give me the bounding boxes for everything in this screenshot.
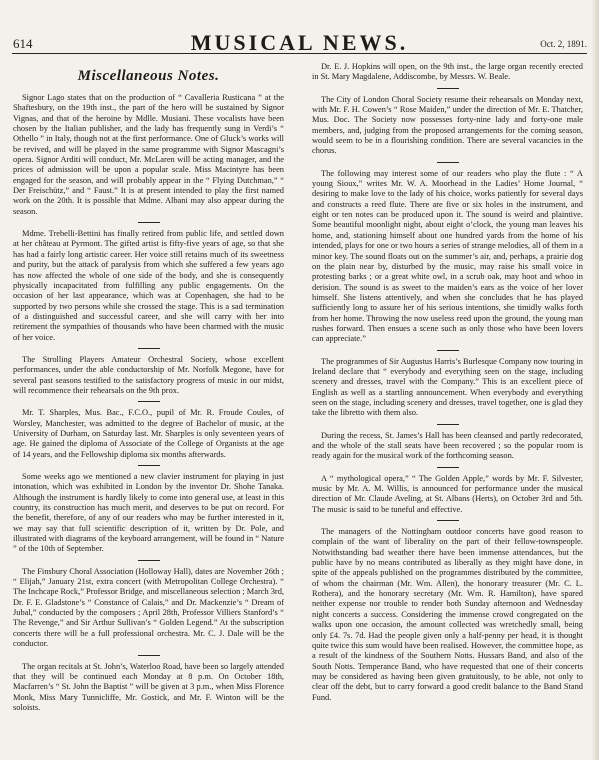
paragraph: Mdme. Trebelli-Bettini has finally retired from public life, and settled down at her château at Pyrmont. The gifted artist is fifty-five years of age, so that she has had a fairly long artistic career. Her voice still retains much of its sweetness and purity, but the attack of paralysis from which she suffered a few years ago has now affected the whole of one side of the body, and she is consequently physically incapacitated from fulfilling any public engagements. On the occasion of her last appearance, which was at Copenhagen, she had to be supported by two persons while she crossed the stage. This is a sad termination of a distinguished and successful career, and she will carry with her into retirement the sympathies of thousands who have been charmed with the music of her voice. bbox=[13, 229, 284, 342]
section-title: Miscellaneous Notes. bbox=[77, 68, 220, 84]
separator-rule bbox=[437, 162, 459, 163]
paragraph: Dr. E. J. Hopkins will open, on the 9th inst., the large organ recently erected in St. Mary Magdalene, Addiscombe, by Messrs. W. Beale. bbox=[312, 62, 583, 82]
paragraph: A “ mythological opera,” “ The Golden Apple,” words by Mr. F. Silvester, music by Mr. A. M. Willis, is announced for performance under the musical direction of Mr. Claude Aveling, at St. Albans (Herts), on October 3rd and 5th. The music is said to be tuneful and effective. bbox=[312, 473, 583, 514]
right-column bbox=[312, 62, 583, 703]
header-rule bbox=[12, 53, 587, 54]
issue-date: Oct. 2, 1891. bbox=[540, 39, 587, 49]
paragraph: During the recess, St. James’s Hall has been cleansed and partly redecorated, and the whole of the stall seats have been recovered ; so the popular room is ready again for the musical work of the forthcoming season. bbox=[312, 430, 583, 461]
paragraph: The Finsbury Choral Association (Holloway Hall), dates are November 26th ; “ Elijah,” January 21st, extra concert (with Metropolitan College Orchestra). “ The Inchcape Rock,” Professor Bridge, and miscellaneous selection ; March 3rd, Dr. F. E. Gladstone’s “ Constance of Calais,” and Dr. Mackenzie’s “ Dream of Jubal,” conducted by the composers ; April 28th, Professor Villiers Stanford’s “ The Revenge,” and Sir Arthur Sullivan’s “ Golden Legend.” At the subscription concerts there will be a full professional orchestra. Mr. C. J. Dale will be the conductor. bbox=[13, 566, 284, 649]
separator-rule bbox=[437, 467, 459, 468]
page-edge-shadow bbox=[591, 0, 599, 760]
paragraph: Some weeks ago we mentioned a new clavier instrument for playing in just intonation, which was exhibited in London by the inventor Dr. Shohe Tanaka. Although the instrument is hardly likely to come into general use, at least in this country, its construction has much merit, and deserves to be put on record. For the benefit, therefore, of any of our readers who may be further interested in it, we may say that full scientific description of it, written by Dr. Pole, and illustrated with diagrams of the keyboard arrangement, will be found in “ Nature ” of the 10th of September. bbox=[13, 472, 284, 554]
separator-rule bbox=[138, 655, 160, 656]
paragraph: The following may interest some of our readers who play the flute : “ A young Sioux,” writes Mr. W. A. Moorhead in the Ladies’ Home Journal, “ desiring to make love to the lady of his choice, works patiently for several days and constructs a reed flute. There are five or six holes in the instrument, and eight or ten notes can be produced upon it. The sound is weird and plaintive. Some beautiful moonlight night, about eight o’clock, the young man leaves his home, and, stationing himself about one hundred yards from the home of his intended, plays for one or two hours a series of strange melodies, all of them in a minor key. The sound floats out on the summer’s air, and, perhaps, a prairie dog on the plain near by, disturbed by the music, may raise his small voice in protesting barks ; or a great white owl, in a scrub oak, may hoot and whoo in derision. The sound is as sweet to the maiden’s ears as the voice of her lover himself. She listens attentively, and when she concludes that he has played sufficiently long to assure her of his serious intentions, she timidly walks forth from her home. Throwing the now useless reed upon the ground, the young man rushes forward. Then ensues a scene such as only those who have been lovers can appreciate.” bbox=[312, 168, 583, 344]
page-header bbox=[0, 12, 599, 55]
separator-rule bbox=[437, 424, 459, 425]
separator-rule bbox=[437, 520, 459, 521]
paragraph: The City of London Choral Society resume their rehearsals on Monday next, with Mr. F. H. Cowen’s “ Rose Maiden,” under the direction of Mr. E. Thatcher, Mus. Doc. The Society now possesses forty-nine lady and forty-one male members, and, judging from the proposed arrangements for the coming season, would seem to be in a flourishing condition. There are several vacancies in the chorus. bbox=[312, 94, 583, 156]
page-number: 614 bbox=[13, 36, 33, 51]
separator-rule bbox=[138, 401, 160, 402]
paragraph: Signor Lago states that on the production of “ Cavalleria Rusticana ” at the Shaftesbury, on the 19th inst., the part of the hero will be sustained by Signor Vignas, and that of the heroine by Mdlle. Musiani. These vocalists have been chosen by the Italian publisher, and the lady has frequently sung in Verdi’s “ Othello ” in Italy, though not at the first performance. One of Gluck’s works will be revived, and will be played in the same programme with Signor Mascagni’s opera. Signor Arditi will conduct, Mr. McLaren will be acting manager, and the prices of admission will be upon a popular scale. Miss Macintyre has been engaged for the season, and will probably appear in the “ Flying Dutchman,” “ Der Freischütz,” and “ Faust.” It is at present intended to play the first named work on the 20th. It is possible that Mdme. Albani may also appear during the season. bbox=[13, 93, 284, 216]
paragraph: The managers of the Nottingham outdoor concerts have good reason to complain of the want of liberality on the part of their fellow-townspeople. Notwithstanding bad weather there have been immense attendances, but the public have by no means contributed as liberally as they might have done, in spite of the appeals published on the programmes distributed by the committee, of whom the chairman (Mr. Wm. Allen), the honorary treasurer (Mr. C. L. Rothera), and the honorary secretary (Mr. Wm. R. Hamilton), have spared neither expense nor trouble to render both Sunday afternoon and Wednesday night concerts a success. Considering the immense crowd congregated on the walks upon one occasion, the amount collected was wretchedly small, being only £4. 7s. 7d. Had the people given only a half-penny per head, it is thought quite twice this sum would have been realised. However, the committee hope, as a result of the kindness of the Southern Notts. Hussars Band, and also of the South Notts. Temperance Band, who have requested that one of their concerts may be considered as having been given gratuitously, to be able, not only to clear off the debt, but to carry forward a good credit balance to the Band Stand Fund. bbox=[312, 527, 583, 702]
paragraph: The Strolling Players Amateur Orchestral Society, whose excellent performances, under the able conductorship of Mr. Norfolk Megone, have for several past seasons testified to the satisfactory progress of music in our midst, will recommence their rehearsals on the 9th prox. bbox=[13, 354, 284, 395]
separator-rule bbox=[138, 222, 160, 223]
separator-rule bbox=[437, 350, 459, 351]
paragraph: The organ recitals at St. John’s, Waterloo Road, have been so largely attended that they will be continued each Monday at 8 p.m. On October 18th, Macfarren’s “ St. John the Baptist ” will be given at 3 p.m., when Miss Florence Monk, Miss Mary Tunnicliffe, Mr. Gostick, and Mr. F. Winton will be the soloists. bbox=[13, 661, 284, 712]
separator-rule bbox=[138, 560, 160, 561]
paragraph: Mr. T. Sharples, Mus. Bac., F.C.O., pupil of Mr. R. Froude Coules, of Worsley, Manchester, was admitted to the degree of Bachelor of music, at the University of Durham, on Saturday last. Mr. Sharples is only seventeen years of age. He gained the diploma of Associate of the College of Organists at the age of 14 years, and the Fellowship diploma six months afterwards. bbox=[13, 408, 284, 459]
journal-title: MUSICAL NEWS. bbox=[190, 30, 409, 55]
paragraph: The programmes of Sir Augustus Harris’s Burlesque Company now touring in Ireland declare that “ everybody and everything seen on the stage, including scenery and dresses, travel with the Company.” This is an excellent piece of English as well as a startling announcement. When everybody and everything seen on the stage, including scenery and dresses, travel together, one is glad they take the libretto with them also. bbox=[312, 356, 583, 418]
separator-rule bbox=[437, 88, 459, 89]
separator-rule bbox=[138, 348, 160, 349]
separator-rule bbox=[138, 465, 160, 466]
left-column bbox=[13, 62, 284, 713]
